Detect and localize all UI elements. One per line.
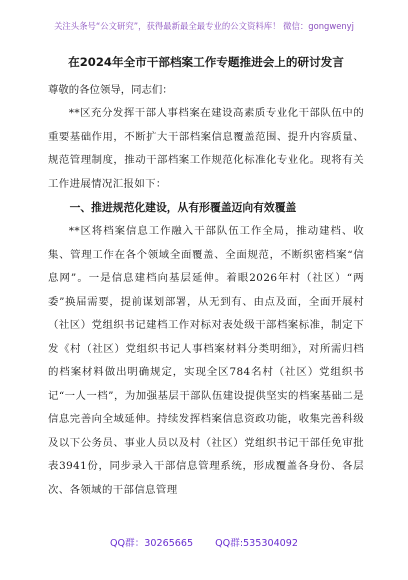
header-banner: 关注头条号“公文研究”，获得最新最全最专业的公文资料库！ 微信：gongwenyj (54, 21, 354, 31)
salutation: 尊敬的各位领导，同志们： (48, 84, 173, 96)
intro-paragraph: **区充分发挥干部人事档案在建设高素质专业化干部队伍中的重要基础作用，不断扩大干部档案信息覆盖范围、提升内容质量、规范管理制度，推动干部档案工作规范化标准化专业化。现将有关工作进展情况汇报如下： (48, 107, 364, 190)
document-title: 在2024年全市干部档案工作专题推进会上的研讨发言 (68, 55, 344, 69)
section-heading-1: 一、推进规范化建设，从有形覆盖迈向有效覆盖 (69, 201, 297, 214)
document-body (48, 54, 364, 502)
footer-qq-group-1: QQ群：30265665 (110, 538, 194, 549)
footer-qq-group-2: QQ群:535304092 (215, 538, 298, 549)
section-1-paragraph: **区将档案信息工作融入干部队伍工作全局，推动建档、收集、管理工作在各个领域全面覆盖、全面规范，不断织密档案“信息网”。一是信息建档向基层延伸。着眼2026年村（社区）“两委”换届需要，提前谋划部署，从无到有、由点及面，全面开展村（社区）党组织书记建档工作对标对表处级干部档案标准，制定下发《村（社区）党组织书记人事档案材料分类明细》，对所需归档的档案材料做出明确规定，实现全区784名村（社区）党组织书记“一人一档”，为加强基层干部队伍建设提供坚实的档案基础二是信息完善向全域延伸。持续发挥档案信息资政功能，收集完善科级及以下公务员、事业人员以及村（社区）党组织书记干部任免审批表3941份，同步录入干部信息管理系统，形成覆盖各身份、各层次、各领域的干部信息管理 (48, 225, 364, 496)
footer-contact (0, 535, 408, 549)
